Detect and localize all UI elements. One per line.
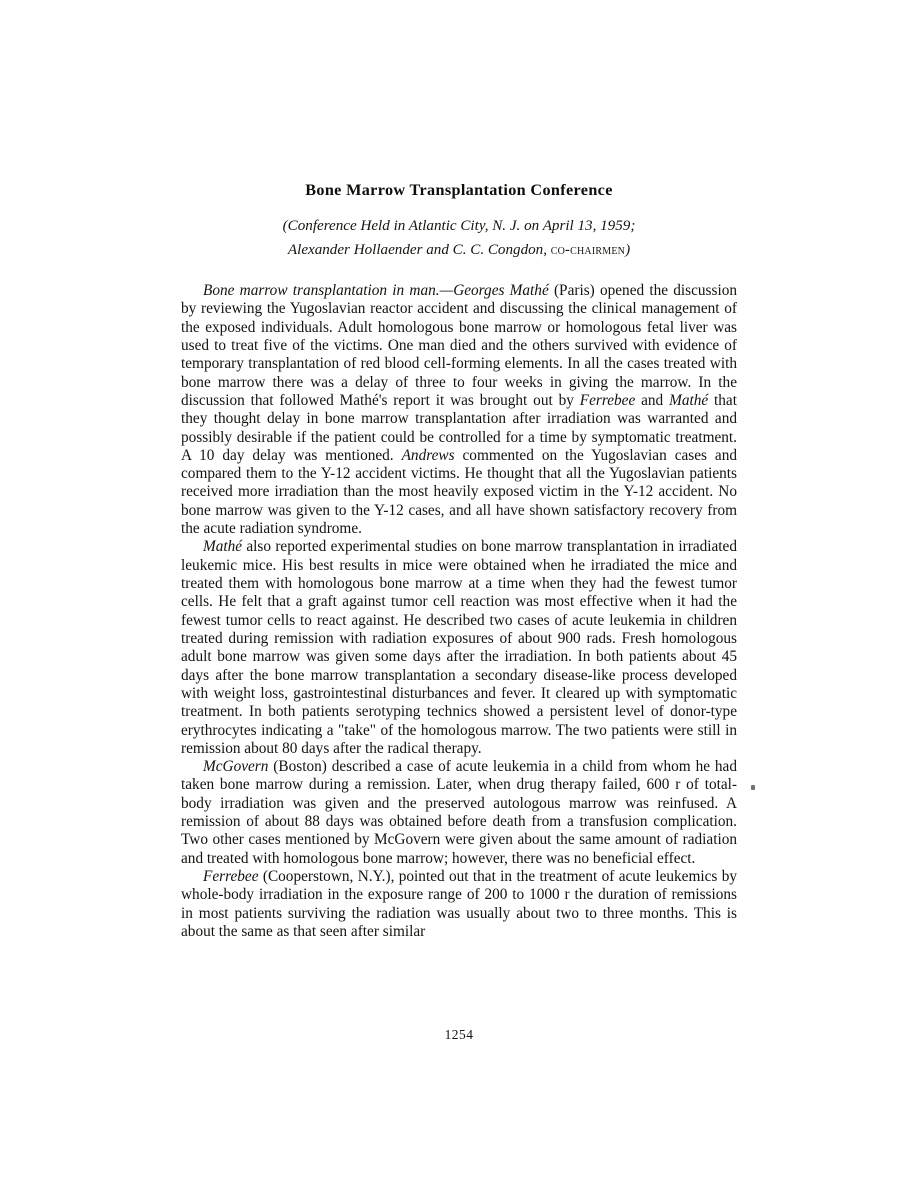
subtitle-line-2 [181,239,737,263]
paragraph-text-part-4: commented on the Yugoslavian cases and compared them to the Y-12 accident victims. He thought that all the Yugoslavian patients received more irradiation than the most heavily exposed victim in the Y-12 accident. No bone marrow was given to the Y-12 cases, and all have shown satisfactory recovery from the acute radiation syndrome. [181,446,737,538]
runin-em-dash: — [439,282,454,299]
scan-artifact-speck [751,785,755,790]
conference-subtitle [181,215,737,262]
speaker-name-ferrebee-2: Ferrebee [203,868,259,885]
paragraph-mathe-man [181,282,737,538]
paragraph-text-part-2: and [635,391,670,409]
body-text [181,282,737,941]
paragraph-text: (Cooperstown, N.Y.), pointed out that in the treatment of acute leukemics by whole-body irradiation in the exposure range of 200 to 1000 r the duration of remissions in most patients surviving the radiation was usually about two to three months. This is about the same as that seen after similar [181,868,737,940]
paragraph-text: also reported experimental studies on bone marrow transplantation in irradiated leukemic mice. His best results in mice were obtained when he irradiated the mice and treated them with homologous bone marrow at a time when they had the fewest tumor cells. He felt that a graft against tumor cell reaction was most effective when it had the fewest tumor cells to react against. He described two cases of acute leukemia in children treated during remission with radiation exposures of about 900 rads. Fresh homologous adult bone marrow was given some days after the irradiation. In both patients about 45 days after the bone marrow transplantation a secondary disease-like process developed with weight loss, gastrointestinal disturbances and fever. It cleared up with symptomatic treatment. In both patients serotyping technics showed a persistent level of donor-type erythrocytes indicating a "take" of the homologous marrow. The two patients were still in remission about 80 days after the radical therapy. [181,538,737,757]
paragraph-ferrebee [181,868,737,941]
paragraph-mcgovern [181,758,737,868]
page-title: Bone Marrow Transplantation Conference [305,181,613,199]
speaker-name-mathe-2: Mathé [669,391,709,409]
speaker-name-andrews: Andrews [401,446,455,464]
subtitle-chairmen-names: Alexander Hollaender and C. C. Congdon, [287,241,551,258]
paragraph-text-part-3: that they thought delay in bone marrow transplantation after irradiation was warranted and possibly desirable if the patient could be controlled for a time by symptomatic treatment. A 10 day delay was mentioned. [181,391,737,464]
speaker-name-mathe: Georges Mathé [453,282,549,299]
paragraph-text: (Boston) described a case of acute leukemia in a child from whom he had taken bone marrow during a remission. Later, when drug therapy failed, 600 r of total-body irradiation was given and the preserved autologous marrow was reinfused. A remission of about 88 days was obtained before death from a transfusion complication. Two other cases mentioned by McGovern were given about the same amount of radiation and treated with homologous bone marrow; however, there was no beneficial effect. [181,758,737,867]
page-number: 1254 [444,1027,474,1042]
speaker-name-mathe-3: Mathé [203,538,243,556]
paragraph-mathe-mice [181,538,737,758]
paragraph-text-part-1: (Paris) opened the discussion by reviewing the Yugoslavian reactor accident and discussing the clinical management of the exposed individuals. Adult homologous bone marrow or homologous fetal liver was used to treat five of the victims. One man died and the others survived with evidence of temporary transplantation of red blood cell-forming elements. In all the cases treated with bone marrow there was a delay of three to four weeks in giving the marrow. In the discussion that followed Mathé's report it was brought out by [181,282,737,409]
subtitle-close-paren: ) [625,241,631,258]
speaker-name-ferrebee: Ferrebee [579,391,636,409]
speaker-name-mcgovern: McGovern [203,758,269,776]
subtitle-chairmen-role: co-chairmen [550,241,626,258]
runin-heading: Bone marrow transplantation in man. [203,282,440,299]
subtitle-line-1: (Conference Held in Atlantic City, N. J. on April 13, 1959; [282,218,636,234]
